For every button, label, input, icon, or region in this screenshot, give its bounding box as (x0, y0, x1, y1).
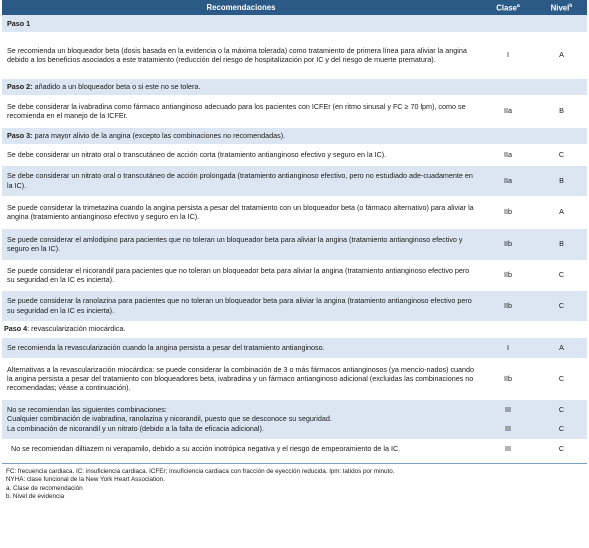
class-value-a: III (505, 404, 511, 414)
step-label: Paso 4 (4, 324, 28, 334)
header-clase-sup: a (517, 2, 520, 9)
class-value (480, 399, 536, 439)
table-row (2, 196, 587, 228)
class-value: IIb (480, 196, 536, 228)
level-value: C (536, 358, 587, 399)
class-value: IIb (480, 358, 536, 399)
table-header-row (2, 0, 587, 15)
recommendation-text: Se debe considerar un nitrato oral o transcutáneo de acción corta (tratamiento antianginoso efectivo y seguro en la IC). (2, 144, 480, 165)
footnote-abbreviations: FC: frecuencia cardiaca. IC: insuficiencia cardiaca. ICFEr; insuficiencia cardiaca con fracción de eyección reducida. lpm: latidos por minuto. (6, 467, 395, 475)
table-row (2, 32, 587, 78)
level-value: C (536, 290, 587, 321)
step-heading (2, 78, 587, 95)
table-row (2, 439, 587, 459)
class-value: III (480, 439, 536, 459)
footnote-b: b. Nivel de evidencia (6, 493, 65, 501)
recommendations-table (2, 0, 587, 460)
table-row (2, 144, 587, 165)
table-row (2, 337, 587, 358)
level-value: C (536, 144, 587, 165)
table-row (2, 165, 587, 196)
level-value: A (536, 337, 587, 358)
class-value-b: III (505, 424, 511, 433)
level-value-a: C (558, 404, 565, 414)
recommendation-text: Alternativas a la revascularización miocárdica: se puede considerar la combinación de 3 o más fármacos antianginosos (ya mencio-nados) cuando la angina persista a pesar del tratamiento con bloqueadores beta, ivabradina y un fármaco antianginoso adicional (excluidas las combinaciones no recomendadas; véase a continuación). (2, 358, 480, 399)
combination-intro: No se recomiendan las siguientes combinaciones: (7, 405, 167, 415)
header-nivel-label: Nivel (550, 3, 570, 13)
class-value: IIb (480, 290, 536, 321)
class-value: IIa (480, 144, 536, 165)
level-value: C (536, 439, 587, 459)
level-value: C (536, 260, 587, 290)
table-row (2, 15, 587, 32)
header-recomendaciones: Recomendaciones (2, 0, 480, 15)
footnote-nyha: NYHA: clase funcional de la New York Heart Association. (6, 476, 165, 484)
class-value: I (480, 337, 536, 358)
combination-item: La combinación de nicorandil y un nitrato (debido a la falta de eficacia adicional). (7, 423, 264, 433)
class-value: IIb (480, 228, 536, 260)
header-clase (480, 0, 536, 15)
step-heading (2, 15, 587, 32)
step-heading (2, 321, 587, 337)
recommendation-text: Se puede considerar el nicorandil para pacientes que no toleran un bloqueador beta para aliviar la angina (tratamiento antianginoso efectivo pero su seguridad en la IC es incierta). (2, 260, 480, 290)
table-row (2, 321, 587, 337)
table-row (2, 399, 587, 439)
level-value-b: C (558, 424, 565, 433)
table-row (2, 127, 587, 144)
table-row (2, 95, 587, 127)
table-row (2, 260, 587, 290)
table-row (2, 228, 587, 260)
recommendation-text: No se recomiendan diltiazem ni verapamilo, debido a su acción inotrópica negativa y el riesgo de empeoramiento de la IC. (2, 439, 480, 459)
level-value: B (536, 165, 587, 196)
class-value: IIb (480, 260, 536, 290)
level-value: A (536, 32, 587, 78)
table-row (2, 78, 587, 95)
step-heading (2, 127, 587, 144)
class-value: IIa (480, 165, 536, 196)
level-value: A (536, 196, 587, 228)
table-row (2, 290, 587, 321)
table-row (2, 358, 587, 399)
class-value: I (480, 32, 536, 78)
recommendation-text: Se debe considerar la ivabradina como fármaco antianginoso adecuado para los pacientes con ICFEr (en ritmo sinusal y FC ≥ 70 lpm), como se recomienda en el manejo de la ICFEr. (2, 95, 480, 127)
class-value: IIa (480, 95, 536, 127)
recommendation-text: Se puede considerar la ranolazina para pacientes que no toleran un bloqueador beta para aliviar la angina (tratamiento antianginoso efectivo pero su seguridad en la IC es incierta). (2, 290, 480, 321)
recommendation-text (2, 399, 480, 439)
table-bottom-rule (2, 463, 587, 464)
step-label: Paso 1 (7, 18, 31, 28)
step-description: añadido a un bloqueador beta o si este no se tolera. (32, 81, 201, 91)
header-nivel-sup: b (569, 2, 573, 9)
recommendation-text: Se puede considerar el amlodipino para pacientes que no toleran un bloqueador beta para aliviar la angina (tratamiento antianginoso efectivo y seguro en la IC). (2, 228, 480, 260)
recommendation-text: Se recomienda un bloqueador beta (dosis basada en la evidencia o la máxima tolerada) como tratamiento de primera línea para aliviar la angina debido a los beneficios asociados a este tratamiento (reducción del riesgo de hospitalización por IC y del riesgo de muerte prematura). (2, 32, 480, 78)
recommendation-text: Se puede considerar la trimetazina cuando la angina persista a pesar del tratamiento con un bloqueador beta (o fármaco alternativo) para aliviar la angina (tratamiento antianginoso efectivo y seguro en la IC). (2, 196, 480, 228)
recommendation-text: Se recomienda la revascularización cuando la angina persista a pesar del tratamiento antianginoso. (2, 337, 480, 358)
level-value: B (536, 95, 587, 127)
footnotes (6, 468, 587, 502)
level-value (536, 399, 587, 439)
step-label: Paso 2: (7, 81, 33, 91)
step-label: Paso 3: (7, 130, 33, 140)
footnote-a: a. Clase de recomendación (6, 484, 83, 492)
step-description: : revascularización miocárdica. (27, 324, 126, 334)
level-value: B (536, 228, 587, 260)
step-description: para mayor alivio de la angina (excepto las combinaciones no recomendadas). (32, 130, 286, 140)
header-clase-label: Clase (496, 3, 518, 13)
combination-item: Cualquier combinación de ivabradina, ranolazina y nicorandil, puesto que se desconoce su seguridad. (7, 414, 332, 424)
recommendations-table-container (2, 0, 587, 502)
recommendation-text: Se debe considerar un nitrato oral o transcutáneo de acción prolongada (tratamiento antianginoso efectivo, pero no estudiado ade-cuadamente en la IC). (2, 165, 480, 196)
header-nivel (536, 0, 587, 15)
